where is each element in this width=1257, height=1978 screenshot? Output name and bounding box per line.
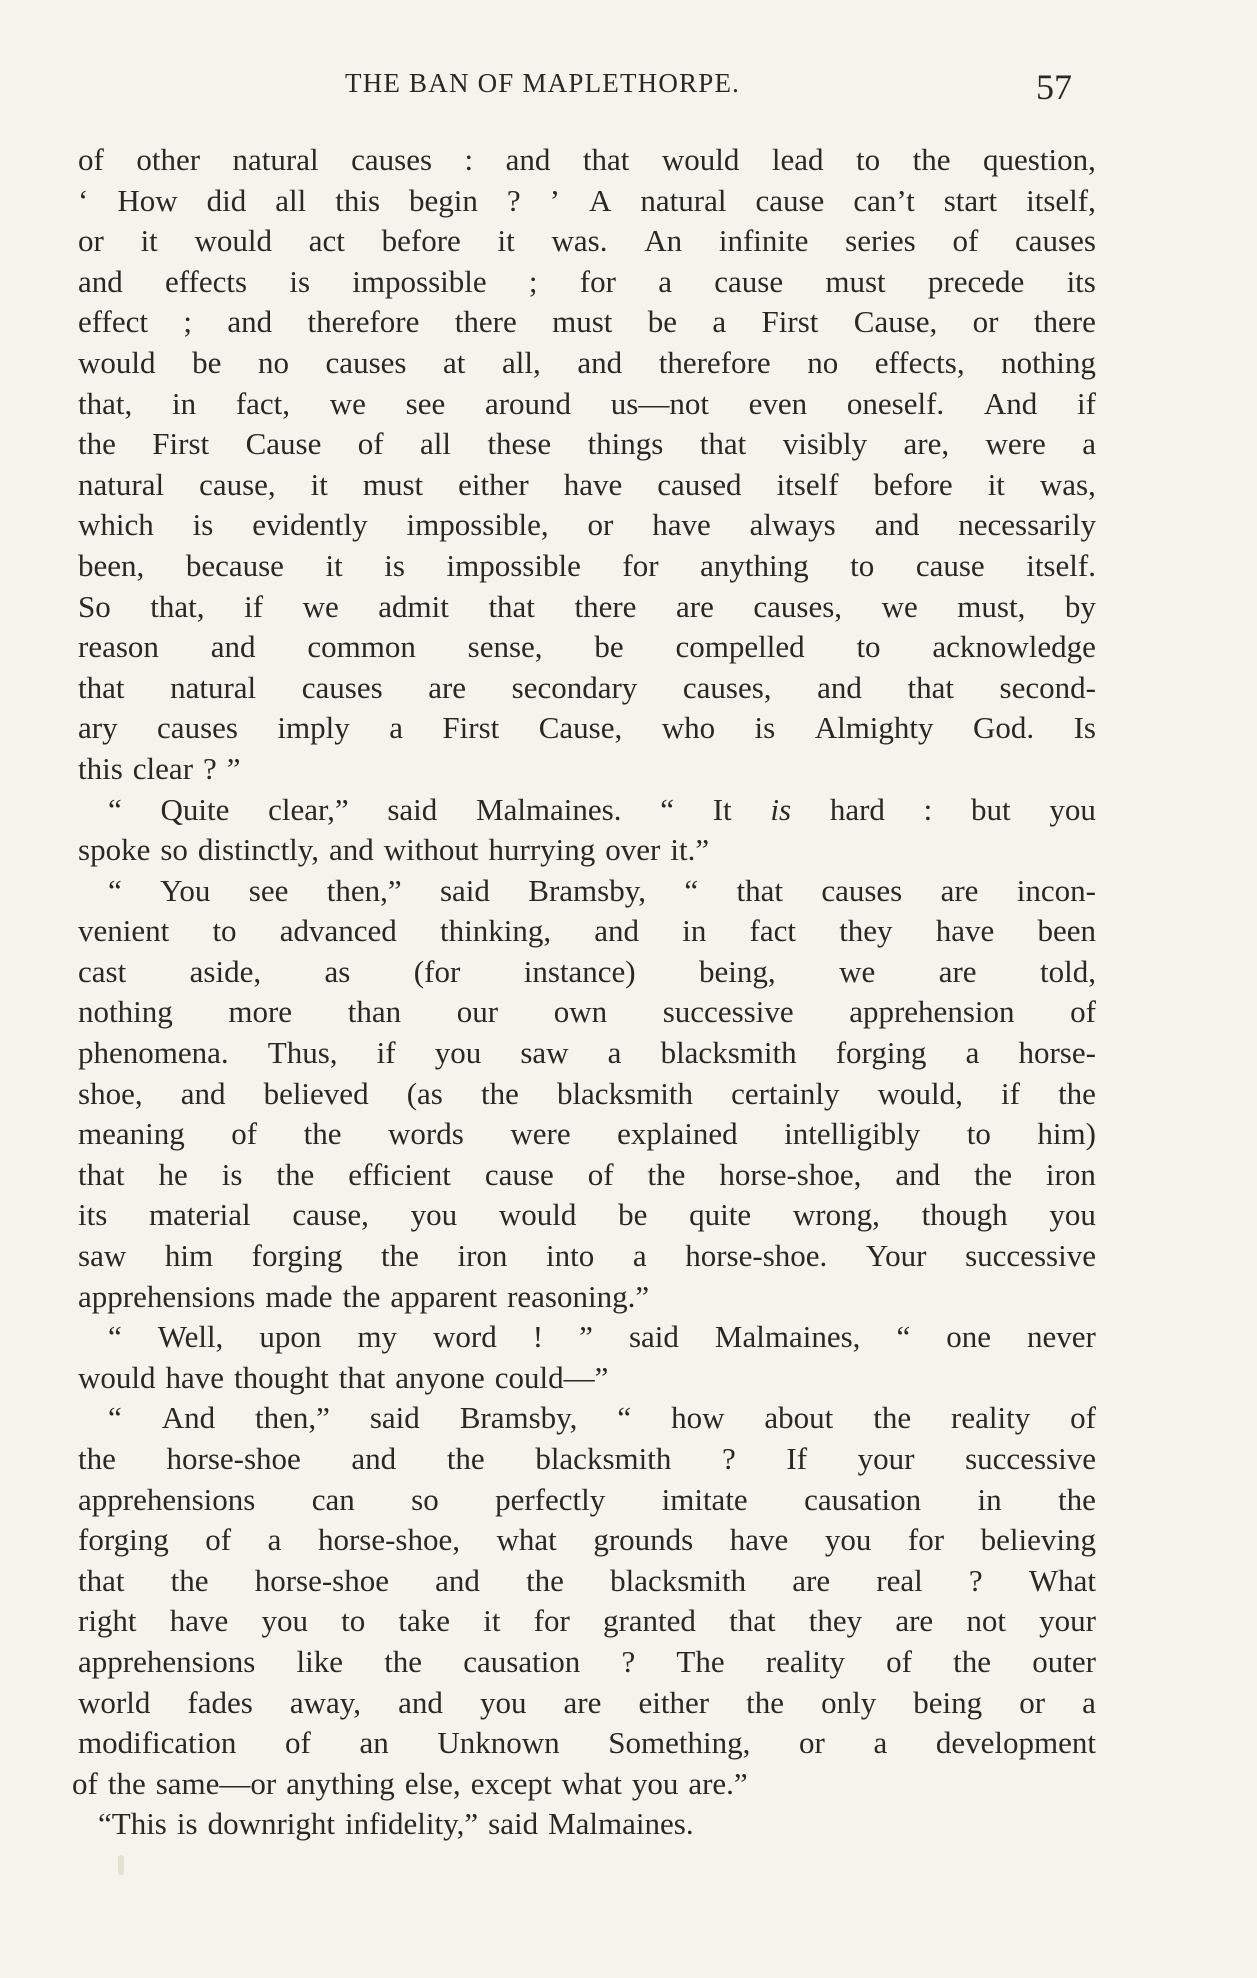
text-line: right have you to take it for granted that they are not your (78, 1603, 1096, 1639)
text-line: of the same—or anything else, except what you are.” (72, 1765, 748, 1801)
text-line: would have thought that anyone could—” (78, 1359, 609, 1395)
text-line: cast aside, as (for instance) being, we are told, (78, 953, 1096, 989)
text-line: forging of a horse-shoe, what grounds have you for believing (78, 1522, 1096, 1558)
text-line: apprehensions can so perfectly imitate causation in the (78, 1481, 1096, 1517)
text-line: apprehensions made the apparent reasoning.” (78, 1278, 650, 1314)
text-line: ary causes imply a First Cause, who is Almighty God. Is (78, 710, 1096, 746)
running-title: THE BAN OF MAPLETHORPE. (345, 68, 741, 98)
page-number: 57 (1036, 67, 1072, 107)
text-line: that, in fact, we see around us—not even oneself. And if (78, 385, 1096, 421)
text-line: of other natural causes : and that would lead to the question, (78, 142, 1096, 177)
text-line: that the horse-shoe and the blacksmith are real ? What (78, 1562, 1096, 1598)
text-line: “ Quite clear,” said Malmaines. “ It is hard : but you (108, 791, 1096, 827)
text-line: meaning of the words were explained intelligibly to him) (78, 1116, 1096, 1152)
text-line: the First Cause of all these things that visibly are, were a (78, 426, 1096, 462)
text-line: phenomena. Thus, if you saw a blacksmith forging a horse- (78, 1035, 1096, 1071)
text-line: natural cause, it must either have caused itself before it was, (78, 466, 1096, 502)
text-line: reason and common sense, be compelled to acknowledge (78, 629, 1096, 665)
text-line: and effects is impossible ; for a cause must precede its (78, 263, 1096, 299)
text-line: the horse-shoe and the blacksmith ? If your successive (78, 1441, 1096, 1476)
text-line: So that, if we admit that there are causes, we must, by (78, 588, 1096, 624)
text-line: “This is downright infidelity,” said Malmaines. (98, 1806, 694, 1842)
text-line: saw him forging the iron into a horse-shoe. Your successive (78, 1238, 1096, 1274)
text-line: would be no causes at all, and therefore no effects, nothing (78, 344, 1096, 380)
text-line: effect ; and therefore there must be a First Cause, or there (78, 304, 1096, 340)
text-line: “ You see then,” said Bramsby, “ that causes are incon- (108, 872, 1096, 908)
text-line: been, because it is impossible for anything to cause itself. (78, 547, 1096, 583)
body-text (72, 140, 1096, 1845)
text-line: which is evidently impossible, or have always and necessarily (78, 507, 1096, 543)
paper-mark (118, 1855, 124, 1875)
text-line: apprehensions like the causation ? The reality of the outer (78, 1643, 1096, 1679)
text-line: this clear ? ” (78, 750, 241, 786)
text-line: its material cause, you would be quite wrong, though you (78, 1197, 1096, 1233)
text-line: world fades away, and you are either the only being or a (78, 1684, 1096, 1720)
text-line: or it would act before it was. An infinite series of causes (78, 223, 1096, 259)
text-line: modification of an Unknown Something, or a development (78, 1725, 1096, 1761)
text-line: spoke so distinctly, and without hurrying over it.” (78, 832, 710, 868)
text-line: venient to advanced thinking, and in fact they have been (78, 913, 1096, 949)
text-line: that he is the efficient cause of the horse-shoe, and the iron (78, 1156, 1096, 1192)
text-line: nothing more than our own successive apprehension of (78, 994, 1096, 1030)
text-line: “ And then,” said Bramsby, “ how about the reality of (108, 1400, 1096, 1436)
text-line: that natural causes are secondary causes, and that second- (78, 669, 1096, 705)
text-line: ‘ How did all this begin ? ’ A natural cause can’t start itself, (78, 182, 1096, 218)
text-line: shoe, and believed (as the blacksmith certainly would, if the (78, 1075, 1096, 1111)
text-line: “ Well, upon my word ! ” said Malmaines, “ one never (108, 1319, 1096, 1355)
